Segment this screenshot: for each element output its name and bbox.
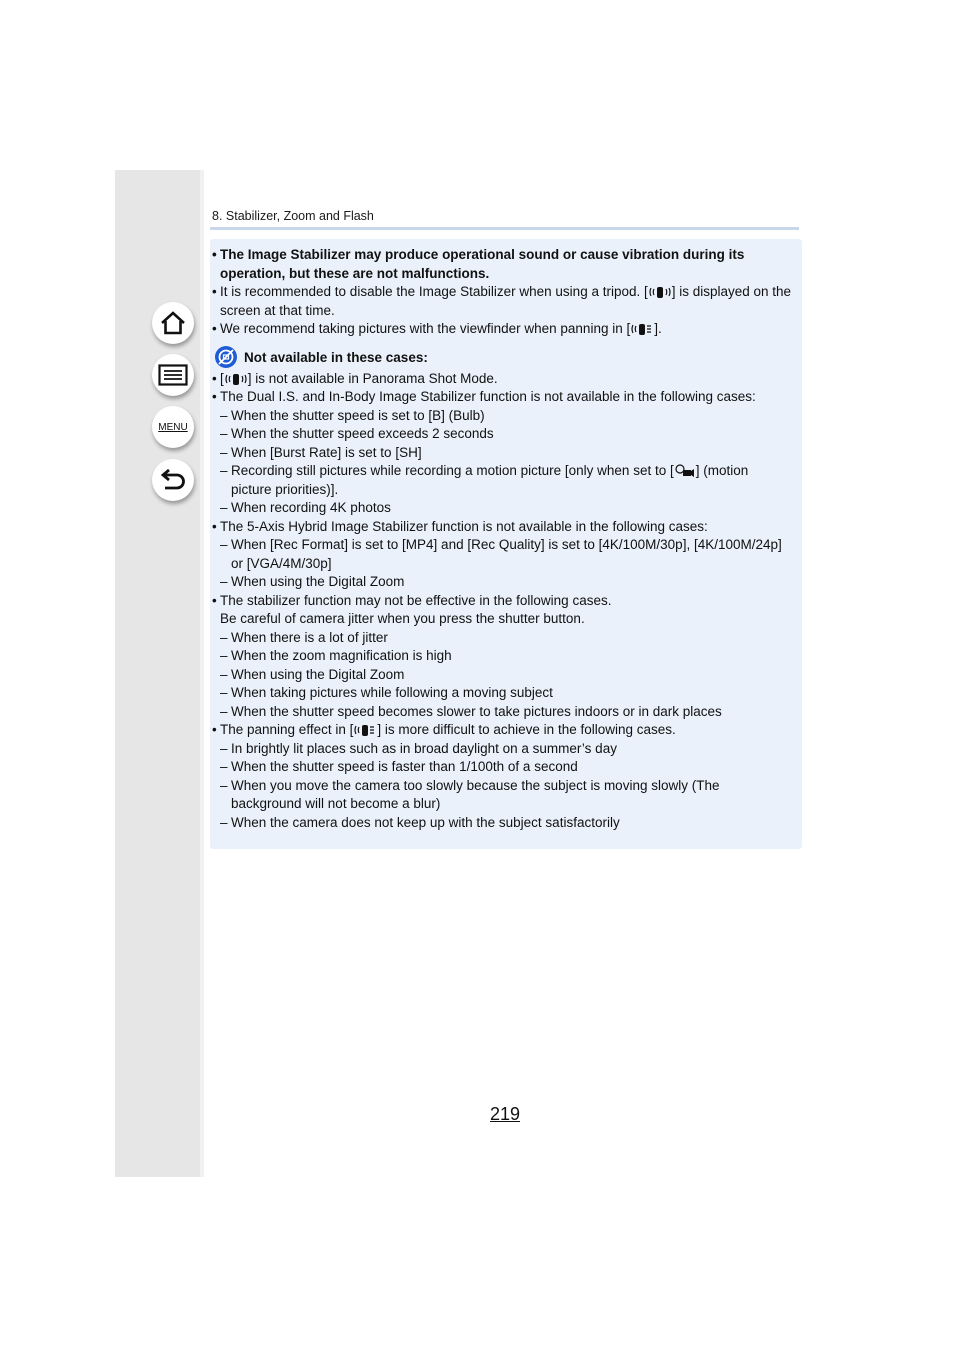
list-item: – When the zoom magnification is high [220,648,452,663]
notes-content [212,246,802,832]
not-available-heading [212,346,802,370]
na-effective-intro: • The stabilizer function may not be effective in the following cases. [212,592,612,608]
back-button[interactable] [152,459,194,501]
list-item: – When using the Digital Zoom [220,574,405,589]
not-available-icon [214,345,238,369]
sidebar-edge [200,170,204,1177]
list-item-cont: background will not become a blur) [231,796,441,811]
image-stabilizer-icon [225,372,247,386]
na-panorama: • [ ] is not available in Panorama Shot Mode. [212,370,498,386]
list-item: – When recording 4K photos [220,500,391,515]
contents-button[interactable] [152,354,194,396]
list-item: – When there is a lot of jitter [220,629,388,645]
list-item: – When taking pictures while following a moving subject [220,685,553,700]
na-hybrid-intro: • The 5-Axis Hybrid Image Stabilizer function is not available in the following cases: [212,518,708,534]
menu-button[interactable] [152,406,194,448]
list-item: – When the shutter speed becomes slower to take pictures indoors or in dark places [220,703,722,719]
list-icon [158,364,188,386]
list-item: – When [Burst Rate] is set to [SH] [220,444,422,460]
note-tripod: • It is recommended to disable the Image Stabilizer when using a tripod. [ ] is displayed on the [212,284,792,299]
header-rule [210,227,799,230]
note-bold: • The Image Stabilizer may produce operational sound or cause vibration during its [212,247,745,262]
return-arrow-icon [159,467,187,493]
panning-stabilizer-icon [354,723,376,737]
list-item: – When the shutter speed is faster than 1/100th of a second [220,759,578,774]
page-number: 219 [490,1104,521,1124]
list-item: – Recording still pictures while recording a motion picture [only when set to [ ] (motion [220,463,749,478]
home-button[interactable] [152,302,194,344]
home-icon [159,310,187,336]
list-item: – When you move the camera too slowly because the subject is moving slowly (The [220,777,720,793]
list-item: – When [Rec Format] is set to [MP4] and [Rec Quality] is set to [4K/100M/30p], [4K/100M/24p] [220,537,782,552]
note-panning: • We recommend taking pictures with the viewfinder when panning in [ ]. [212,321,662,336]
note-bold-cont: operation, but these are not malfunctions. [220,265,490,281]
breadcrumb: 8. Stabilizer, Zoom and Flash [212,209,374,223]
list-item: – When using the Digital Zoom [220,666,405,682]
not-available-title: Not available in these cases: [244,349,428,365]
list-item: – When the shutter speed is set to [B] (Bulb) [220,407,485,423]
image-stabilizer-icon [649,285,671,299]
note-tripod-cont: screen at that time. [220,302,335,318]
list-item-cont: or [VGA/4M/30p] [231,555,332,571]
motion-picture-priority-icon [675,464,695,478]
panning-stabilizer-icon [631,322,653,336]
list-item: – In brightly lit places such as in broad daylight on a summer’s day [220,740,617,756]
na-dual-intro: • The Dual I.S. and In-Body Image Stabilizer function is not available in the following cases: [212,389,756,404]
na-panning-effect: • The panning effect in [ ] is more difficult to achieve in the following cases. [212,722,676,737]
list-item: – When the shutter speed exceeds 2 seconds [220,426,494,441]
list-item-cont: picture priorities)]. [231,481,339,497]
menu-label: MENU [158,421,188,433]
na-effective-intro-cont: Be careful of camera jitter when you press the shutter button. [220,611,585,626]
list-item: – When the camera does not keep up with the subject satisfactorily [220,814,620,830]
